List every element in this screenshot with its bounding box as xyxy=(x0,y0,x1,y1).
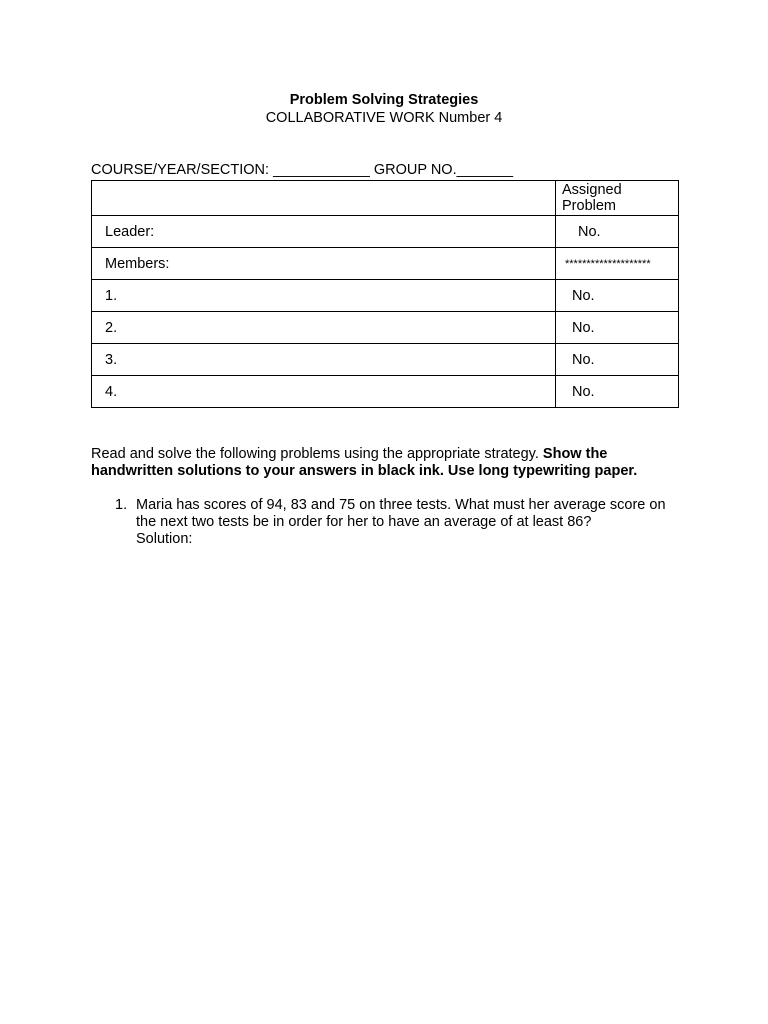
members-asterisks: ******************** xyxy=(556,248,679,280)
table-header-assigned-problem: Assigned Problem xyxy=(556,181,679,216)
leader-problem-no: No. xyxy=(556,216,679,248)
problem-item xyxy=(115,497,675,548)
member-number: 4. xyxy=(92,376,556,408)
table-row xyxy=(92,312,679,344)
document-subtitle: COLLABORATIVE WORK Number 4 xyxy=(265,110,503,126)
solution-label: Solution: xyxy=(136,531,193,547)
table-header-row xyxy=(92,181,679,216)
table-row-leader xyxy=(92,216,679,248)
members-label: Members: xyxy=(92,248,556,280)
leader-label: Leader: xyxy=(92,216,556,248)
problem-text: Maria has scores of 94, 83 and 75 on three tests. What must her average score on the next two tests be in order for her to have an average of at least 86? xyxy=(136,497,666,530)
course-group-line: COURSE/YEAR/SECTION: ____________ GROUP NO._______ xyxy=(91,162,514,178)
member-number: 3. xyxy=(92,344,556,376)
member-number: 2. xyxy=(92,312,556,344)
member-problem-no: No. xyxy=(556,376,679,408)
member-problem-no: No. xyxy=(556,344,679,376)
instructions-emphasis: Show the handwritten solutions to your answers in black ink. Use long typewriting paper. xyxy=(91,446,638,479)
problem-body xyxy=(136,497,675,548)
member-problem-no: No. xyxy=(556,312,679,344)
member-number: 1. xyxy=(92,280,556,312)
member-problem-no: No. xyxy=(556,280,679,312)
table-row xyxy=(92,344,679,376)
instructions-text: Read and solve the following problems using the appropriate strategy. xyxy=(91,446,543,462)
instructions-paragraph xyxy=(91,446,681,480)
problem-number: 1. xyxy=(115,497,128,513)
table-row-members xyxy=(92,248,679,280)
table-row xyxy=(92,280,679,312)
group-roster-table xyxy=(91,180,679,408)
document-title: Problem Solving Strategies xyxy=(289,92,479,108)
table-header-cell-blank xyxy=(92,181,556,216)
table-row xyxy=(92,376,679,408)
